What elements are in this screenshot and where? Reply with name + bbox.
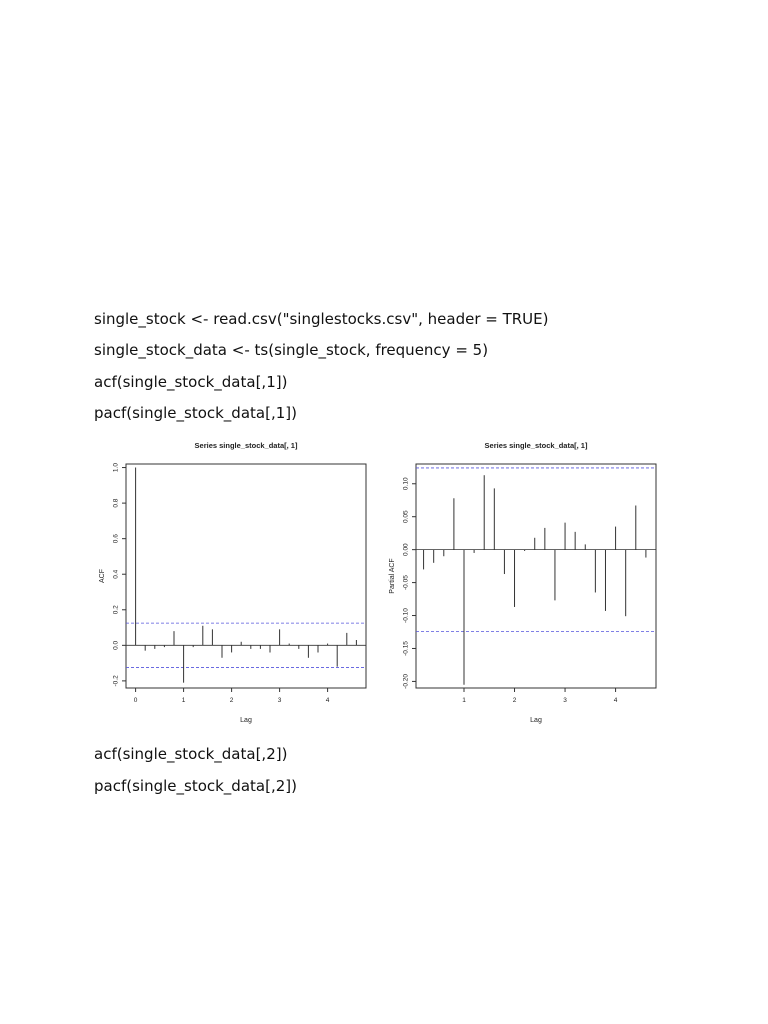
pacf-y-tick-label: -0.15 xyxy=(402,641,410,656)
pacf-x-axis-label: Lag xyxy=(530,717,542,724)
acf-y-tick-label: 1.0 xyxy=(112,463,120,473)
code-line-pacf-2: pacf(single_stock_data[,2]) xyxy=(94,777,297,795)
acf-y-tick-label: 0.0 xyxy=(112,640,120,650)
code-line-acf-1: acf(single_stock_data[,1]) xyxy=(94,373,288,391)
pacf-x-tick-label: 3 xyxy=(563,697,567,704)
pacf-chart-svg xyxy=(384,436,664,728)
pacf-x-tick-label: 2 xyxy=(512,697,517,704)
acf-x-tick-label: 2 xyxy=(229,697,234,704)
pacf-y-tick-label: 0.05 xyxy=(402,510,410,524)
pacf-title: Series single_stock_data[, 1] xyxy=(484,441,588,450)
code-line-pacf-1: pacf(single_stock_data[,1]) xyxy=(94,404,297,422)
acf-x-tick-label: 3 xyxy=(277,697,282,704)
pacf-y-tick-label: -0.10 xyxy=(402,608,410,623)
code-line-ts: single_stock_data <- ts(single_stock, frequency = 5) xyxy=(94,341,489,359)
acf-chart-svg xyxy=(94,436,374,728)
acf-y-tick-label: 0.8 xyxy=(112,498,120,508)
acf-plot-frame xyxy=(126,464,366,688)
acf-x-tick-label: 1 xyxy=(181,697,186,704)
acf-y-axis-label: ACF xyxy=(99,569,106,583)
acf-x-tick-label: 0 xyxy=(133,697,138,704)
pacf-chart xyxy=(384,436,664,728)
acf-y-tick-label: 0.6 xyxy=(112,534,120,544)
pacf-y-tick-label: 0.10 xyxy=(402,477,410,491)
code-line-read-csv: single_stock <- read.csv("singlestocks.csv", header = TRUE) xyxy=(94,310,549,328)
acf-y-tick-label: 0.4 xyxy=(112,569,120,579)
pacf-x-tick-label: 4 xyxy=(613,697,618,704)
acf-chart xyxy=(94,436,374,728)
acf-x-axis-label: Lag xyxy=(240,717,252,724)
acf-y-tick-label: -0.2 xyxy=(112,675,120,687)
acf-y-tick-label: 0.2 xyxy=(112,605,120,615)
pacf-y-tick-label: -0.05 xyxy=(402,575,410,591)
pacf-plot-frame xyxy=(416,464,656,688)
acf-x-tick-label: 4 xyxy=(325,697,330,704)
pacf-y-tick-label: 0.00 xyxy=(402,543,410,556)
acf-title: Series single_stock_data[, 1] xyxy=(194,441,298,450)
code-line-acf-2: acf(single_stock_data[,2]) xyxy=(94,745,288,763)
pacf-x-tick-label: 1 xyxy=(462,697,466,704)
pacf-y-tick-label: -0.20 xyxy=(402,673,410,689)
pacf-y-axis-label: Partial ACF xyxy=(389,558,396,594)
